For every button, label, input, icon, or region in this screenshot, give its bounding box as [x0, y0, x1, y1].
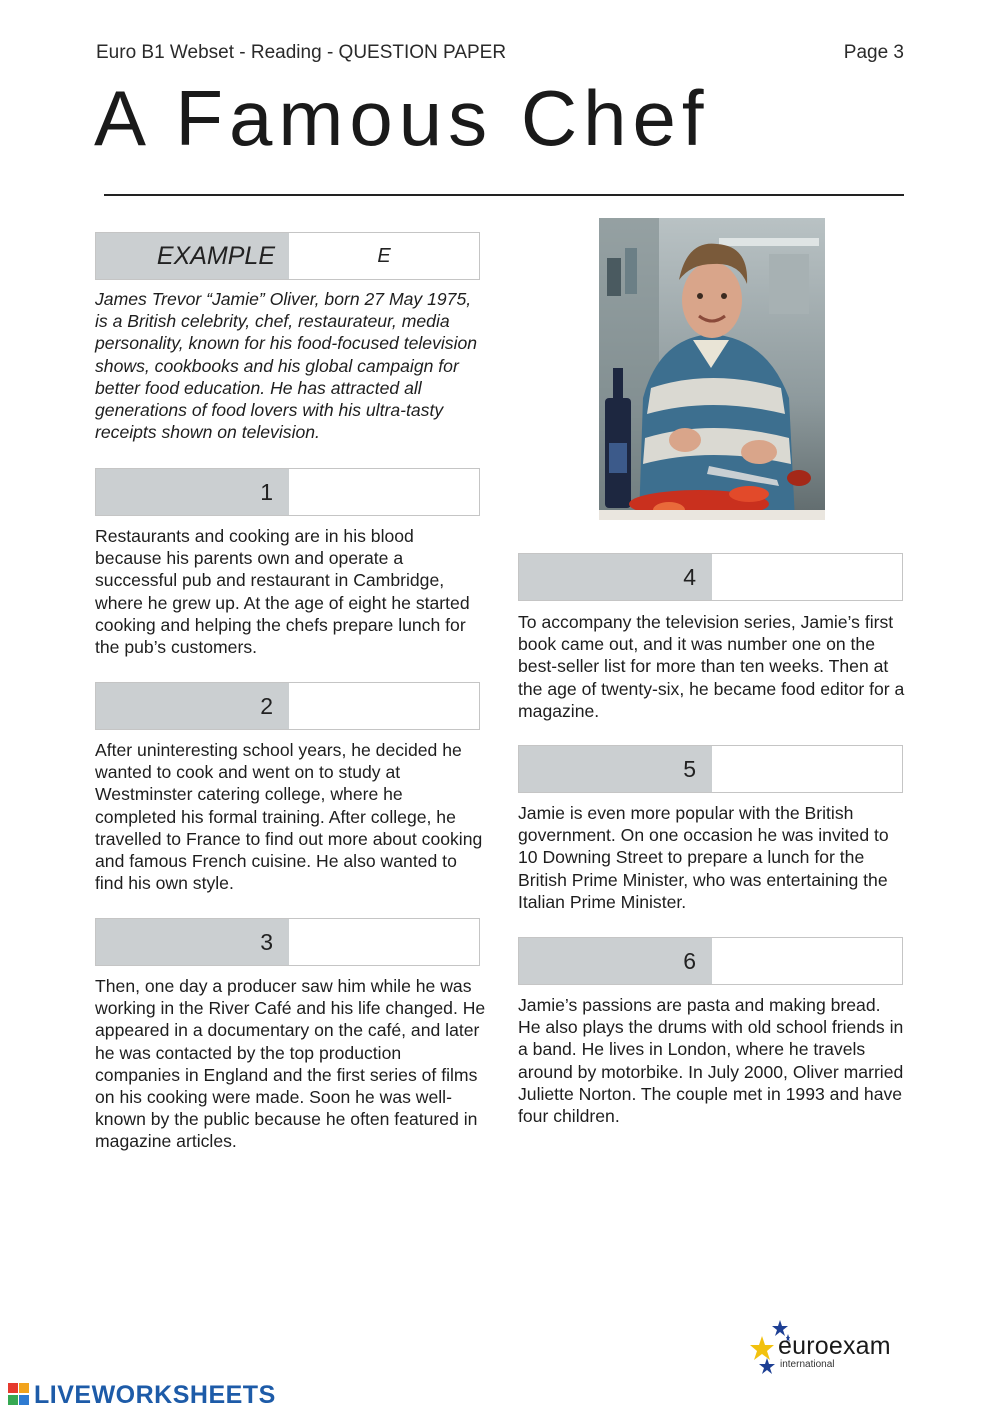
question-number-2: 2 — [96, 683, 289, 729]
paragraph-6: Jamie’s passions are pasta and making bread. He also plays the drums with old school friends in a band. He lives in London, where he travels around by motorbike. In July 2000, Oliver married Juliette Norton. The couple met in 1993 and have four children. — [518, 995, 904, 1127]
chef-photo — [599, 218, 825, 520]
example-box — [95, 232, 480, 280]
euroexam-logo — [750, 1318, 900, 1382]
euroexam-logo-text: euroexam — [778, 1332, 891, 1360]
answer-field-5[interactable] — [712, 746, 902, 792]
answer-field-1[interactable] — [289, 469, 479, 515]
paragraph-5: Jamie is even more popular with the British government. On one occasion he was invited to 10 Downing Street to prepare a lunch for the British Prime Minister, who was entertaining the Italian Prime Minister. — [518, 803, 889, 912]
question-number-6: 6 — [519, 938, 712, 984]
euroexam-logo-subtitle: international — [780, 1359, 835, 1370]
answer-field-3[interactable] — [289, 919, 479, 965]
question-number-4: 4 — [519, 554, 712, 600]
example-answer: E — [289, 233, 479, 279]
question-number-5: 5 — [519, 746, 712, 792]
question-box-2 — [95, 682, 480, 730]
header-subtitle: Euro B1 Webset - Reading - QUESTION PAPER — [96, 42, 507, 63]
question-box-5 — [518, 745, 903, 793]
answer-field-6[interactable] — [712, 938, 902, 984]
paragraph-4: To accompany the television series, Jamie’s first book came out, and it was number one on the best-seller list for more than ten weeks. Then at the age of twenty-six, he became food editor for a magazine. — [518, 612, 905, 721]
question-number-3: 3 — [96, 919, 289, 965]
page-number: Page 3 — [843, 42, 904, 63]
paragraph-1: Restaurants and cooking are in his blood because his parents own and operate a successful pub and restaurant in Cambridge, where he grew up. At the age of eight he started cooking and helping the chefs prepare lunch for the pub’s customers. — [95, 526, 470, 658]
question-box-1 — [95, 468, 480, 516]
answer-field-4[interactable] — [712, 554, 902, 600]
question-number-1: 1 — [96, 469, 289, 515]
paragraph-3: Then, one day a producer saw him while he was working in the River Café and his life changed. He appeared in a documentary on the café, and later he was contacted by the top production companies in England and the first series of films on his cooking were made. Soon he was well-known by the public because he often featured in magazine articles. — [95, 976, 486, 1152]
liveworksheets-brand[interactable] — [8, 1380, 276, 1410]
question-box-6 — [518, 937, 903, 985]
answer-field-2[interactable] — [289, 683, 479, 729]
paragraph-2: After uninteresting school years, he decided he wanted to cook and went on to study at Westminster catering college, where he completed his formal training. After college, he travelled to France to find out more about cooking and famous French cuisine. He also wanted to find his own style. — [95, 740, 483, 894]
liveworksheets-icon — [8, 1383, 30, 1407]
question-box-3 — [95, 918, 480, 966]
question-box-4 — [518, 553, 903, 601]
title-divider — [104, 194, 904, 196]
example-paragraph: James Trevor “Jamie” Oliver, born 27 May 1975, is a British celebrity, chef, restaurateur, media personality, known for his food-focused television shows, cookbooks and his global campaign for better food education. He has attracted all generations of food lovers with his ultra-tasty receipts shown on television. — [95, 289, 478, 443]
page-title: A Famous Chef — [94, 74, 710, 162]
example-label: EXAMPLE — [96, 233, 289, 279]
liveworksheets-text: LIVEWORKSHEETS — [34, 1380, 276, 1409]
